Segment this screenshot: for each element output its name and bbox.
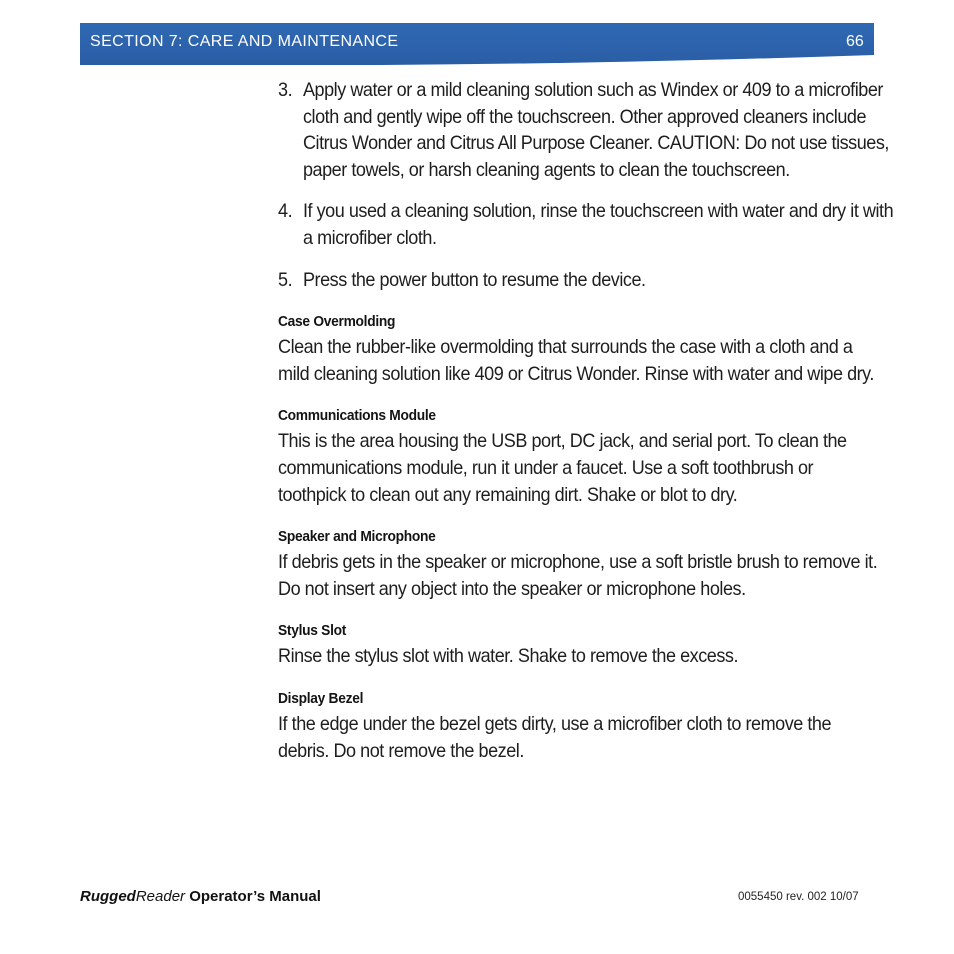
heading-communications-module: Communications Module bbox=[278, 408, 436, 425]
heading-speaker-microphone: Speaker and Microphone bbox=[278, 529, 436, 546]
step-3 bbox=[278, 77, 904, 183]
heading-case-overmolding: Case Overmolding bbox=[278, 314, 396, 331]
section-title: SECTION 7: CARE AND MAINTENANCE bbox=[90, 33, 399, 50]
heading-display-bezel: Display Bezel bbox=[278, 690, 364, 707]
page-number: 66 bbox=[846, 33, 864, 50]
body-speaker-microphone: If debris gets in the speaker or microphone, use a soft bristle brush to remove it. Do not insert any object into the speaker or microphone holes. bbox=[278, 551, 878, 600]
brand-name-regular: Reader bbox=[135, 888, 186, 905]
step-number: 3. bbox=[278, 79, 293, 101]
page-content bbox=[278, 77, 894, 764]
step-text: If you used a cleaning solution, rinse the touchscreen with water and dry it with a microfiber cloth. bbox=[302, 200, 894, 249]
body-stylus-slot: Rinse the stylus slot with water. Shake to remove the excess. bbox=[278, 645, 739, 668]
step-4 bbox=[278, 198, 904, 251]
step-number: 5. bbox=[278, 268, 293, 291]
brand-name-bold: Rugged bbox=[80, 888, 136, 905]
step-text: Apply water or a mild cleaning solution such as Windex or 409 to a microfiber cloth and gently wipe off the touchscreen. Other approved cleaners include Citrus Wonder and Citrus All Purpose Cleaner. CAUTION: Do not use tissues, paper towels, or harsh cleaning agents to clean the touchscreen. bbox=[302, 79, 889, 181]
step-number: 4. bbox=[278, 200, 293, 223]
body-communications-module: This is the area housing the USB port, DC jack, and serial port. To clean the communications module, run it under a faucet. Use a soft toothbrush or toothpick to clean out any remaining dirt. Shake or blot to dry. bbox=[278, 430, 847, 506]
body-case-overmolding: Clean the rubber-like overmolding that surrounds the case with a cloth and a mild cleaning solution like 409 or Citrus Wonder. Rinse with water and wipe dry. bbox=[278, 336, 874, 385]
document-title: Operator’s Manual bbox=[189, 888, 321, 905]
footer-revision: 0055450 rev. 002 10/07 bbox=[738, 891, 859, 903]
body-display-bezel: If the edge under the bezel gets dirty, use a microfiber cloth to remove the debris. Do not remove the bezel. bbox=[278, 712, 832, 762]
step-text: Press the power button to resume the device. bbox=[302, 268, 646, 291]
footer-manual-title bbox=[80, 887, 321, 907]
step-5 bbox=[278, 267, 904, 294]
heading-stylus-slot: Stylus Slot bbox=[278, 623, 347, 640]
